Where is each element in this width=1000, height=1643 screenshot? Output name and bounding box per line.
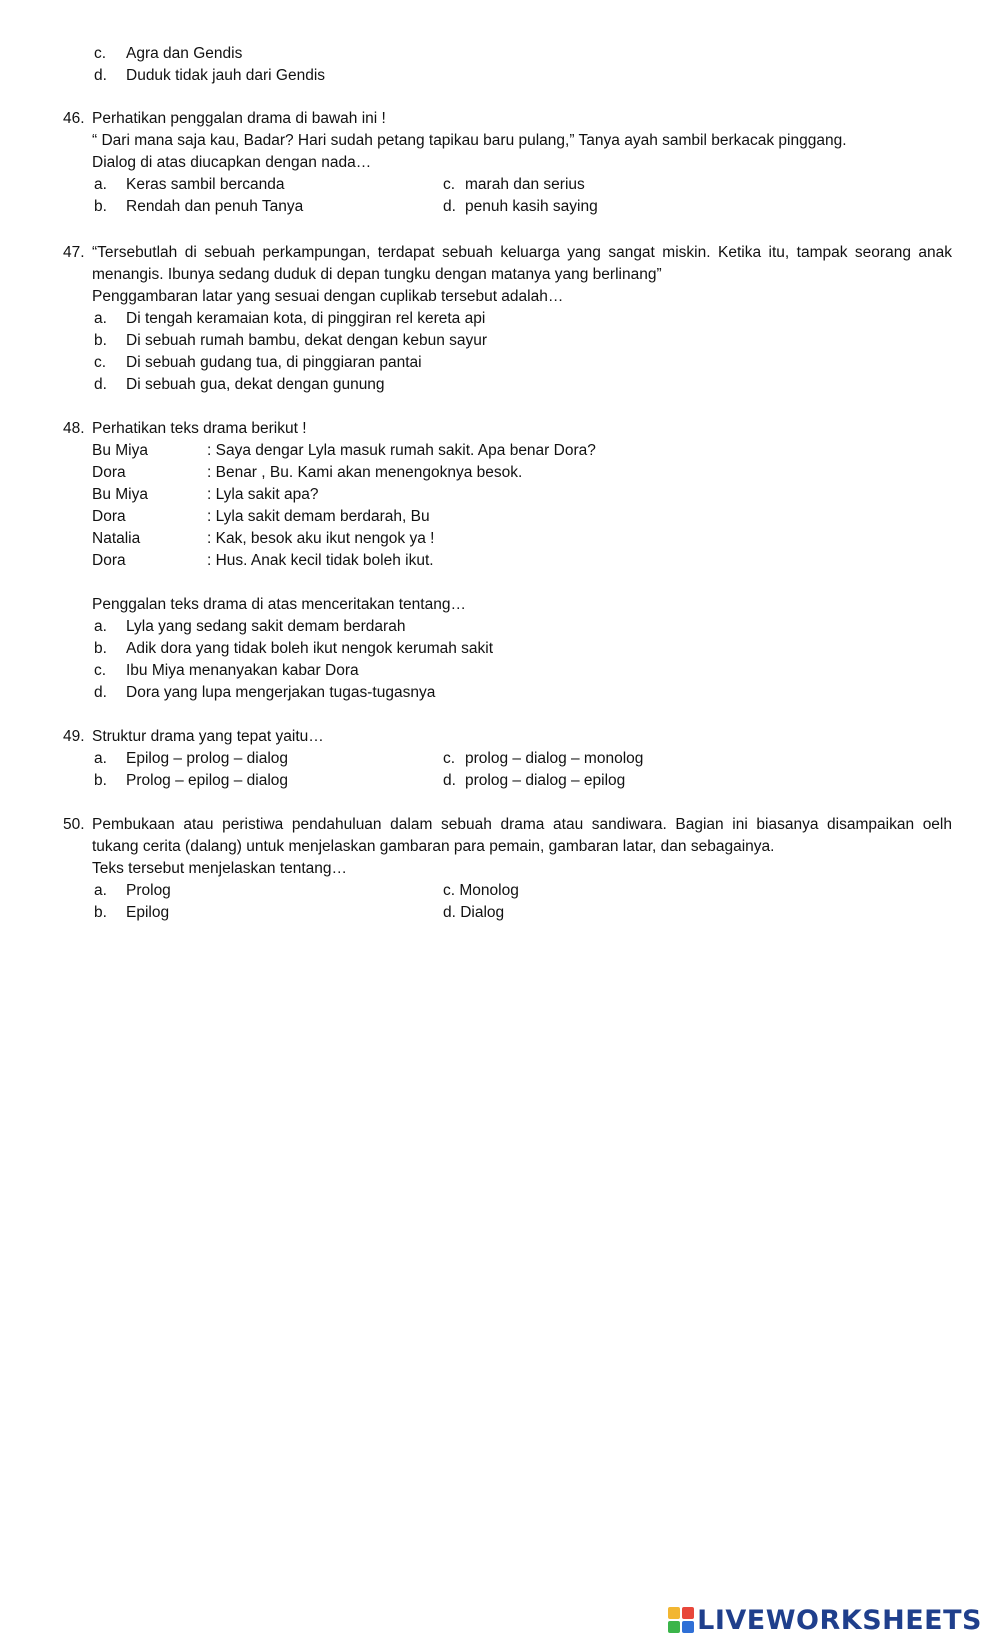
option-letter: b. [94,904,107,921]
question-prompt: Penggambaran latar yang sesuai dengan cuplikab tersebut adalah… [92,288,564,305]
option-letter: d. [443,198,456,215]
dialog-speaker: Bu Miya [92,442,148,459]
option-text: Di sebuah gua, dekat dengan gunung [126,376,385,393]
dialog-speaker: Dora [92,508,126,525]
option-text: Keras sambil bercanda [126,176,285,193]
question-text: Pembukaan atau peristiwa pendahuluan dalam sebuah drama atau sandiwara. Bagian ini biasanya disampaikan oelh [92,816,952,833]
logo-tile [668,1607,680,1619]
option-letter: a. [94,882,107,899]
dialog-line: : Kak, besok aku ikut nengok ya ! [207,530,435,547]
question-text: menangis. Ibunya sedang duduk di depan tungku dengan matanya yang berlinang” [92,266,662,283]
logo-tile [682,1621,694,1633]
question-number: 48. [63,420,85,437]
question-prompt: Penggalan teks drama di atas menceritakan tentang… [92,596,466,613]
dialog-speaker: Dora [92,552,126,569]
option-text: Duduk tidak jauh dari Gendis [126,67,326,84]
dialog-speaker: Natalia [92,530,141,547]
option-letter: c. [443,750,456,767]
option-letter: d. [443,772,456,789]
dialog-line: : Lyla sakit demam berdarah, Bu [207,508,430,525]
option-text: Di sebuah gudang tua, di pinggiaran pantai [126,354,422,371]
question-quote: “ Dari mana saja kau, Badar? Hari sudah petang tapikau baru pulang,” Tanya ayah sambil berkacak pinggang. [92,132,847,149]
option-text: Di sebuah rumah bambu, dekat dengan kebun sayur [126,332,488,349]
option-text: prolog – dialog – monolog [465,750,644,767]
brand-name: LIVEWORKSHEETS [697,1604,982,1636]
dialog-line: : Lyla sakit apa? [207,486,319,503]
option-letter: b. [94,772,107,789]
option-letter: a. [94,310,107,327]
option-text: Adik dora yang tidak boleh ikut nengok kerumah sakit [126,640,494,657]
question-number: 49. [63,728,85,745]
question-text: “Tersebutlah di sebuah perkampungan, terdapat sebuah keluarga yang sangat miskin. Ketika itu, tampak seorang anak [92,244,952,261]
logo-tile [682,1607,694,1619]
dialog-speaker: Dora [92,464,126,481]
option-text: c. Monolog [443,882,519,899]
option-letter: b. [94,198,107,215]
dialog-line: : Benar , Bu. Kami akan menengoknya besok. [207,464,523,481]
option-letter: d. [94,684,107,701]
option-text: Prolog [126,882,171,899]
option-letter: c. [94,45,107,62]
dialog-line: : Saya dengar Lyla masuk rumah sakit. Apa benar Dora? [207,442,596,459]
option-text: penuh kasih saying [465,198,598,215]
question-text: Perhatikan teks drama berikut ! [92,420,307,437]
option-letter: a. [94,618,107,635]
option-text: Di tengah keramaian kota, di pinggiran rel kereta api [126,310,486,327]
option-text: Epilog – prolog – dialog [126,750,289,767]
option-letter: b. [94,640,107,657]
option-letter: c. [94,354,107,371]
logo-tiles-icon [668,1607,694,1633]
dialog-speaker: Bu Miya [92,486,148,503]
liveworksheets-logo[interactable] [668,1603,982,1637]
question-number: 46. [63,110,85,127]
question-prompt: Teks tersebut menjelaskan tentang… [92,860,348,877]
option-text: Agra dan Gendis [126,45,243,62]
option-text: prolog – dialog – epilog [465,772,626,789]
logo-tile [668,1621,680,1633]
option-text: Lyla yang sedang sakit demam berdarah [126,618,406,635]
option-letter: b. [94,332,107,349]
option-text: d. Dialog [443,904,505,921]
question-prompt: Dialog di atas diucapkan dengan nada… [92,154,372,171]
option-text: Dora yang lupa mengerjakan tugas-tugasnya [126,684,436,701]
option-text: Epilog [126,904,170,921]
question-text: Perhatikan penggalan drama di bawah ini ! [92,110,386,127]
question-number: 47. [63,244,85,261]
option-letter: c. [94,662,107,679]
option-letter: d. [94,67,107,84]
option-letter: c. [443,176,456,193]
option-text: Prolog – epilog – dialog [126,772,289,789]
dialog-line: : Hus. Anak kecil tidak boleh ikut. [207,552,434,569]
question-text: Struktur drama yang tepat yaitu… [92,728,324,745]
question-number: 50. [63,816,85,833]
option-letter: a. [94,176,107,193]
option-letter: a. [94,750,107,767]
option-text: marah dan serius [465,176,585,193]
option-text: Rendah dan penuh Tanya [126,198,304,215]
question-text: tukang cerita (dalang) untuk menjelaskan gambaran para pemain, gambaran latar, dan sebagainya. [92,838,775,855]
option-letter: d. [94,376,107,393]
option-text: Ibu Miya menanyakan kabar Dora [126,662,359,679]
